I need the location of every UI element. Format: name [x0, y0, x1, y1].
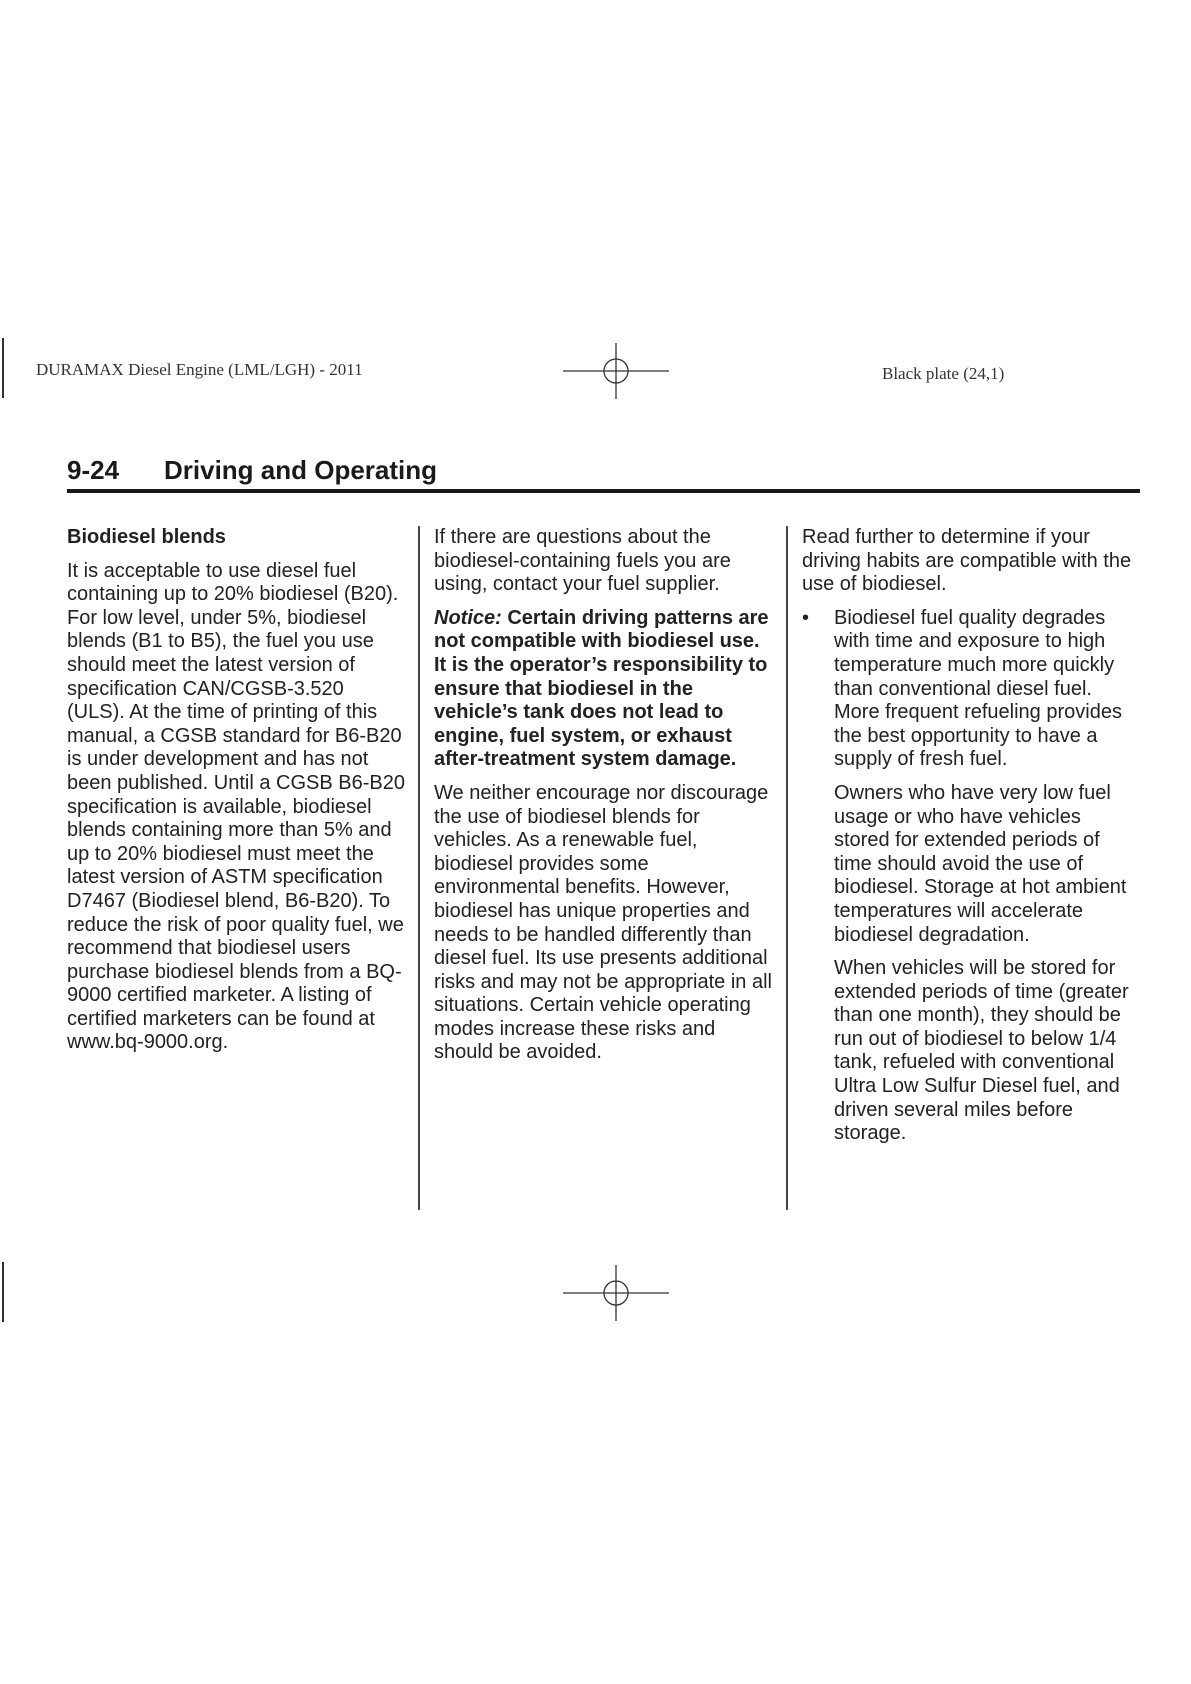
list-item — [802, 607, 1140, 772]
registration-mark-bottom — [563, 1265, 669, 1321]
registration-mark-top — [563, 343, 669, 399]
biodiesel-blends-paragraph: It is acceptable to use diesel fuel containing up to 20% biodiesel (B20). For low level, under 5%, biodiesel blends (B1 to B5), the fuel you use should meet the latest version of specification CAN/CGSB-3.520 (ULS). At the time of printing of this manual, a CGSB standard for B6-B20 is under development and has not been published. Until a CGSB B6-B20 specification is available, biodiesel blends containing more than 5% and up to 20% biodiesel must meet the latest version of ASTM specification D7467 (Biodiesel blend, B6-B20). To reduce the risk of poor quality fuel, we recommend that biodiesel users purchase biodiesel blends from a BQ-9000 certified marketer. A listing of certified marketers can be found at www.bq-9000.org. — [67, 559, 405, 1054]
plate-header-left: DURAMAX Diesel Engine (LML/LGH) - 2011 — [36, 360, 363, 379]
notice-block — [434, 607, 774, 772]
bullet-text: Biodiesel fuel quality degrades with time and exposure to high temperature much more quickly than conventional diesel fuel. More frequent refueling provides the best opportunity to have a supply of fresh fuel. — [834, 606, 1122, 771]
biodiesel-blends-heading: Biodiesel blends — [67, 526, 226, 548]
column-separator-2 — [786, 526, 788, 1210]
questions-paragraph: If there are questions about the biodiesel-containing fuels you are using, contact your fuel supplier. — [434, 526, 731, 596]
column-2 — [434, 526, 774, 1075]
left-margin-mark-top — [2, 338, 4, 398]
notice-label: Notice: — [434, 606, 502, 629]
column-3 — [802, 526, 1140, 1156]
section-title: Driving and Operating — [164, 455, 438, 485]
bullet-icon: • — [802, 606, 810, 629]
low-usage-paragraph: Owners who have very low fuel usage or who have vehicles stored for extended periods of time should avoid the use of biodiesel. Storage at hot ambient temperatures will accelerate biodiesel degradation. — [834, 781, 1127, 946]
notice-text: Certain driving patterns are not compatible with biodiesel use. It is the operator’s responsibility to ensure that biodiesel in the vehicle’s tank does not lead to engine, fuel system, or exhaust after-treatment system damage. — [434, 606, 769, 771]
column-separator-1 — [418, 526, 420, 1210]
column-1 — [67, 526, 407, 1065]
plate-header-right: Black plate (24,1) — [882, 364, 1005, 383]
encourage-paragraph: We neither encourage nor discourage the use of biodiesel blends for vehicles. As a renewable fuel, biodiesel provides some environmental benefits. However, biodiesel has unique properties and needs to be handled differently than diesel fuel. Its use presents additional risks and may not be appropriate in all situations. Certain vehicle operating modes increase these risks and should be avoided. — [434, 781, 772, 1064]
storage-paragraph: When vehicles will be stored for extended periods of time (greater than one month), they should be run out of biodiesel to below 1/4 tank, refueled with conventional Ultra Low Sulfur Diesel fuel, and driven several miles before storage. — [834, 957, 1129, 1145]
page-title — [67, 455, 437, 486]
page-number: 9-24 — [67, 455, 120, 485]
title-rule — [67, 489, 1140, 493]
read-further-paragraph: Read further to determine if your driving habits are compatible with the use of biodiesel. — [802, 526, 1132, 596]
left-margin-mark-bottom — [2, 1262, 4, 1322]
